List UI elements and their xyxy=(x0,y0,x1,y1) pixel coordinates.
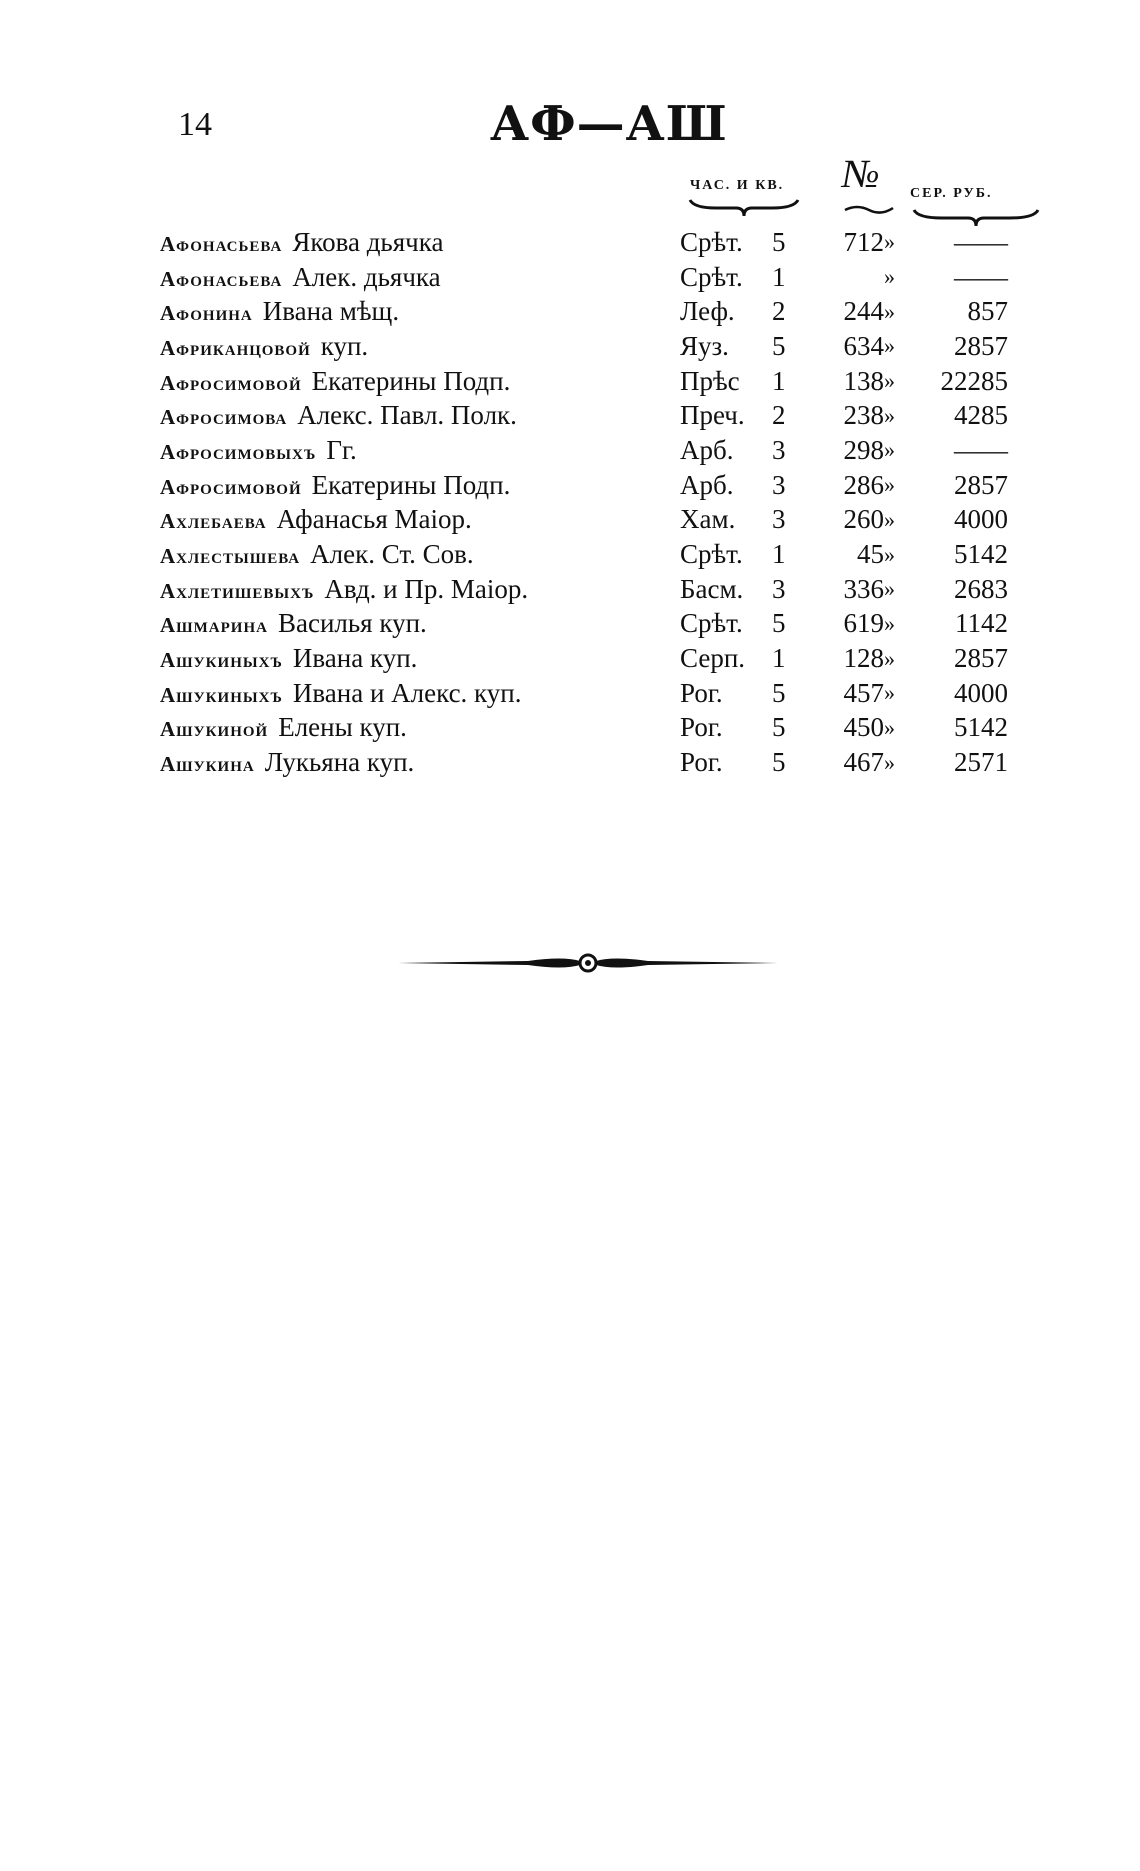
owner-cell xyxy=(160,294,680,329)
value-cell: 22285 xyxy=(940,365,1008,396)
house-number-cell: 298 xyxy=(843,434,884,465)
owner-cell xyxy=(160,503,680,538)
owner-details: Ивана и Алекс. куп. xyxy=(292,677,522,708)
district-cell: Серп. xyxy=(680,643,746,674)
owner-details: куп. xyxy=(320,330,369,361)
quarter-cell: 1 xyxy=(772,261,786,292)
table-row xyxy=(160,294,1008,329)
house-number-cell: 244 xyxy=(843,296,884,327)
quarter-cell: 3 xyxy=(772,469,786,500)
table-row xyxy=(160,676,1008,711)
owner-details: Гг. xyxy=(326,434,357,465)
value-cell: 5142 xyxy=(954,539,1008,570)
ditto-mark: » xyxy=(884,264,895,290)
owner-details: Алек. Ст. Сов. xyxy=(310,539,474,570)
owner-cell xyxy=(160,641,680,676)
register-table xyxy=(160,225,1008,780)
quarter-cell: 3 xyxy=(772,573,786,604)
owner-cell xyxy=(160,364,680,399)
owner-details: Ивана мѣщ. xyxy=(262,296,400,327)
value-cell: 2571 xyxy=(954,747,1008,778)
ditto-mark: » xyxy=(884,576,895,602)
value-cell: 4000 xyxy=(954,677,1008,708)
owner-cell xyxy=(160,676,680,711)
ditto-mark: » xyxy=(884,472,895,498)
quarter-cell: 5 xyxy=(772,677,786,708)
house-number-cell: 619 xyxy=(843,608,884,639)
house-number-cell: 128 xyxy=(843,643,884,674)
table-row xyxy=(160,745,1008,780)
table-row xyxy=(160,329,1008,364)
owner-surname: Ахлебаева xyxy=(160,509,267,534)
quarter-cell: 1 xyxy=(772,539,786,570)
header-brace-district xyxy=(688,196,800,218)
house-number-cell: 260 xyxy=(843,504,884,535)
table-row xyxy=(160,260,1008,295)
owner-surname: Ашукиныхъ xyxy=(160,648,283,673)
district-cell: Срѣт. xyxy=(680,608,743,639)
owner-surname: Африканцовой xyxy=(160,335,311,360)
table-row xyxy=(160,503,1008,538)
quarter-cell: 5 xyxy=(772,747,786,778)
ditto-mark: » xyxy=(884,402,895,428)
district-cell: Арб. xyxy=(680,469,734,500)
district-cell: Срѣт. xyxy=(680,261,743,292)
owner-details: Василья куп. xyxy=(277,608,427,639)
house-number-cell: 712 xyxy=(843,226,884,257)
owner-details: Ивана куп. xyxy=(292,643,418,674)
owner-cell xyxy=(160,329,680,364)
district-cell: Леф. xyxy=(680,296,735,327)
owner-cell xyxy=(160,433,680,468)
owner-details: Авд. и Пр. Маіор. xyxy=(324,573,529,604)
house-number-cell: 238 xyxy=(843,400,884,431)
ditto-mark: » xyxy=(884,298,895,324)
house-number-cell: 467 xyxy=(843,747,884,778)
quarter-cell: 3 xyxy=(772,434,786,465)
table-row xyxy=(160,468,1008,503)
owner-surname: Ахлетишевыхъ xyxy=(160,578,315,603)
owner-surname: Афонина xyxy=(160,301,253,326)
column-header-district-quarter: ЧАС. И КВ. xyxy=(690,178,785,193)
district-cell: Рог. xyxy=(680,677,723,708)
quarter-cell: 5 xyxy=(772,226,786,257)
value-cell: 1142 xyxy=(955,608,1008,639)
owner-cell xyxy=(160,607,680,642)
owner-surname: Ашукина xyxy=(160,752,255,777)
owner-details: Алекс. Павл. Полк. xyxy=(297,400,517,431)
value-cell: 2857 xyxy=(954,643,1008,674)
table-row xyxy=(160,225,1008,260)
district-cell: Хам. xyxy=(680,504,736,535)
owner-surname: Афросимовыхъ xyxy=(160,439,317,464)
column-header-value: СЕР. РУБ. xyxy=(910,186,993,201)
house-number-cell: 336 xyxy=(843,573,884,604)
table-row xyxy=(160,537,1008,572)
ditto-mark: » xyxy=(884,749,895,775)
ditto-mark: » xyxy=(884,610,895,636)
table-row xyxy=(160,641,1008,676)
house-number-cell: 634 xyxy=(843,330,884,361)
ditto-mark: » xyxy=(884,437,895,463)
table-row xyxy=(160,364,1008,399)
owner-details: Елены куп. xyxy=(278,712,407,743)
owner-cell xyxy=(160,711,680,746)
quarter-cell: 3 xyxy=(772,504,786,535)
quarter-cell: 1 xyxy=(772,643,786,674)
owner-details: Екатерины Подп. xyxy=(311,469,511,500)
house-number-cell: 457 xyxy=(843,677,884,708)
table-row xyxy=(160,433,1008,468)
owner-surname: Ахлестышева xyxy=(160,544,301,569)
owner-details: Афанасья Маіор. xyxy=(276,504,472,535)
owner-details: Алек. дьячка xyxy=(292,261,441,292)
owner-details: Екатерины Подп. xyxy=(311,365,511,396)
house-number-cell: 450 xyxy=(843,712,884,743)
quarter-cell: 2 xyxy=(772,400,786,431)
quarter-cell: 2 xyxy=(772,296,786,327)
value-cell: 2683 xyxy=(954,573,1008,604)
owner-cell xyxy=(160,537,680,572)
owner-cell xyxy=(160,468,680,503)
value-cell: 4000 xyxy=(954,504,1008,535)
owner-surname: Афросимовой xyxy=(160,474,302,499)
column-header-house-number: № xyxy=(842,151,880,196)
quarter-cell: 5 xyxy=(772,330,786,361)
owner-surname: Афонасьева xyxy=(160,266,283,291)
house-number-cell: 45 xyxy=(857,539,884,570)
ditto-mark: » xyxy=(884,714,895,740)
value-cell: 2857 xyxy=(954,330,1008,361)
owner-surname: Афросимовой xyxy=(160,370,302,395)
ditto-mark: » xyxy=(884,333,895,359)
owner-surname: Афонасьева xyxy=(160,231,283,256)
quarter-cell: 5 xyxy=(772,712,786,743)
table-row xyxy=(160,711,1008,746)
table-row xyxy=(160,398,1008,433)
ditto-mark: » xyxy=(884,680,895,706)
value-cell: —— xyxy=(954,226,1008,257)
ornament-divider xyxy=(398,948,778,978)
ditto-mark: » xyxy=(884,229,895,255)
owner-cell xyxy=(160,572,680,607)
house-number-cell: 286 xyxy=(843,469,884,500)
running-head: АФ—АШ xyxy=(490,96,728,152)
house-number-cell: 138 xyxy=(843,365,884,396)
district-cell: Прѣс xyxy=(680,365,740,396)
table-row xyxy=(160,572,1008,607)
value-cell: 5142 xyxy=(954,712,1008,743)
district-cell: Преч. xyxy=(680,400,745,431)
ditto-mark: » xyxy=(884,541,895,567)
ditto-mark: » xyxy=(884,368,895,394)
owner-cell xyxy=(160,745,680,780)
district-cell: Басм. xyxy=(680,573,744,604)
value-cell: 2857 xyxy=(954,469,1008,500)
district-cell: Срѣт. xyxy=(680,226,743,257)
owner-cell xyxy=(160,260,680,295)
owner-details: Якова дьячка xyxy=(292,226,444,257)
value-cell: 857 xyxy=(967,296,1008,327)
quarter-cell: 1 xyxy=(772,365,786,396)
table-row xyxy=(160,607,1008,642)
page-number: 14 xyxy=(178,106,212,143)
house-number-cell xyxy=(812,260,884,295)
header-tilde-number xyxy=(843,202,895,216)
district-cell: Срѣт. xyxy=(680,539,743,570)
owner-cell xyxy=(160,225,680,260)
district-cell: Яуз. xyxy=(680,330,729,361)
owner-details: Лукьяна куп. xyxy=(264,747,415,778)
owner-surname: Афросимова xyxy=(160,405,288,430)
owner-cell xyxy=(160,398,680,433)
district-cell: Рог. xyxy=(680,712,723,743)
ditto-mark: » xyxy=(884,506,895,532)
district-cell: Арб. xyxy=(680,434,734,465)
owner-surname: Ашмарина xyxy=(160,613,268,638)
quarter-cell: 5 xyxy=(772,608,786,639)
owner-surname: Ашукиной xyxy=(160,717,269,742)
value-cell: 4285 xyxy=(954,400,1008,431)
owner-surname: Ашукиныхъ xyxy=(160,682,283,707)
value-cell: —— xyxy=(954,261,1008,292)
ditto-mark: » xyxy=(884,645,895,671)
value-cell: —— xyxy=(954,434,1008,465)
district-cell: Рог. xyxy=(680,747,723,778)
